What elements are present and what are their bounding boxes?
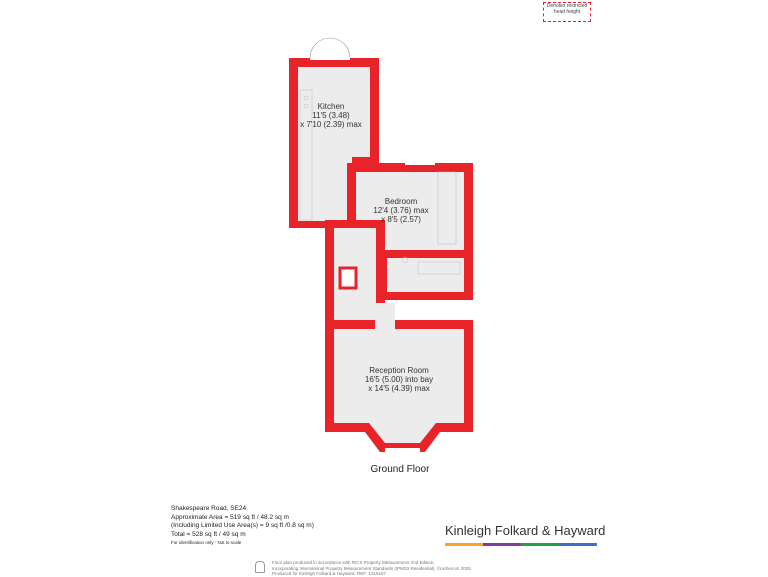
brand-logo: Kinleigh Folkard & Hayward: [445, 523, 606, 538]
brand-color-bar: [445, 543, 597, 546]
property-info: [171, 505, 314, 548]
floor-label: Ground Floor: [370, 464, 430, 475]
reception-dim2: x 14'5 (4.39) max: [368, 384, 430, 393]
reception-label: Reception Room: [369, 366, 429, 375]
identification-note: For identification only - Not to scale: [171, 540, 242, 545]
address: Shakespeare Road, SE24: [171, 505, 247, 512]
total-area: Total = 528 sq ft / 49 sq m: [171, 530, 246, 538]
kitchen-label: Kitchen: [317, 102, 345, 111]
footer-line3: Produced for Kinleigh Folkard & Hayward. REF: 1316157: [272, 571, 387, 576]
bedroom-dim2: x 8'5 (2.57): [381, 215, 421, 224]
footer-line1: Floor plan produced in accordance with RICS Property Measurement 2nd Edition,: [272, 560, 435, 565]
limited-use-area: (Including Limited Use Area(s) = 9 sq ft /0.8 sq m): [171, 522, 314, 529]
bedroom-label: Bedroom: [384, 197, 418, 206]
reception-dim1: 16'5 (5.00) into bay: [364, 375, 434, 384]
kitchen-dim2: x 7'10 (2.39) max: [300, 120, 362, 129]
approx-area: Approximate Area = 519 sq ft / 48.2 sq m: [171, 513, 289, 521]
brand-bar-segment: [483, 543, 521, 546]
bedroom-dim1: 12'4 (3.76) max: [373, 206, 429, 215]
bathroom: [378, 250, 473, 300]
brand-bar-segment: [521, 543, 559, 546]
brand-bar-segment: [559, 543, 597, 546]
footer-text: [272, 560, 472, 577]
brand-bar-segment: [445, 543, 483, 546]
footer-logo-icon: [255, 561, 265, 573]
footer-line2: Incorporating International Property Measurement Standards (IPMS2 Residential). ©nichecom 2025.: [272, 565, 472, 571]
kitchen-dim1: 11'5 (3.48): [312, 111, 350, 120]
legend-text: Denotes restricted head height: [546, 3, 588, 15]
